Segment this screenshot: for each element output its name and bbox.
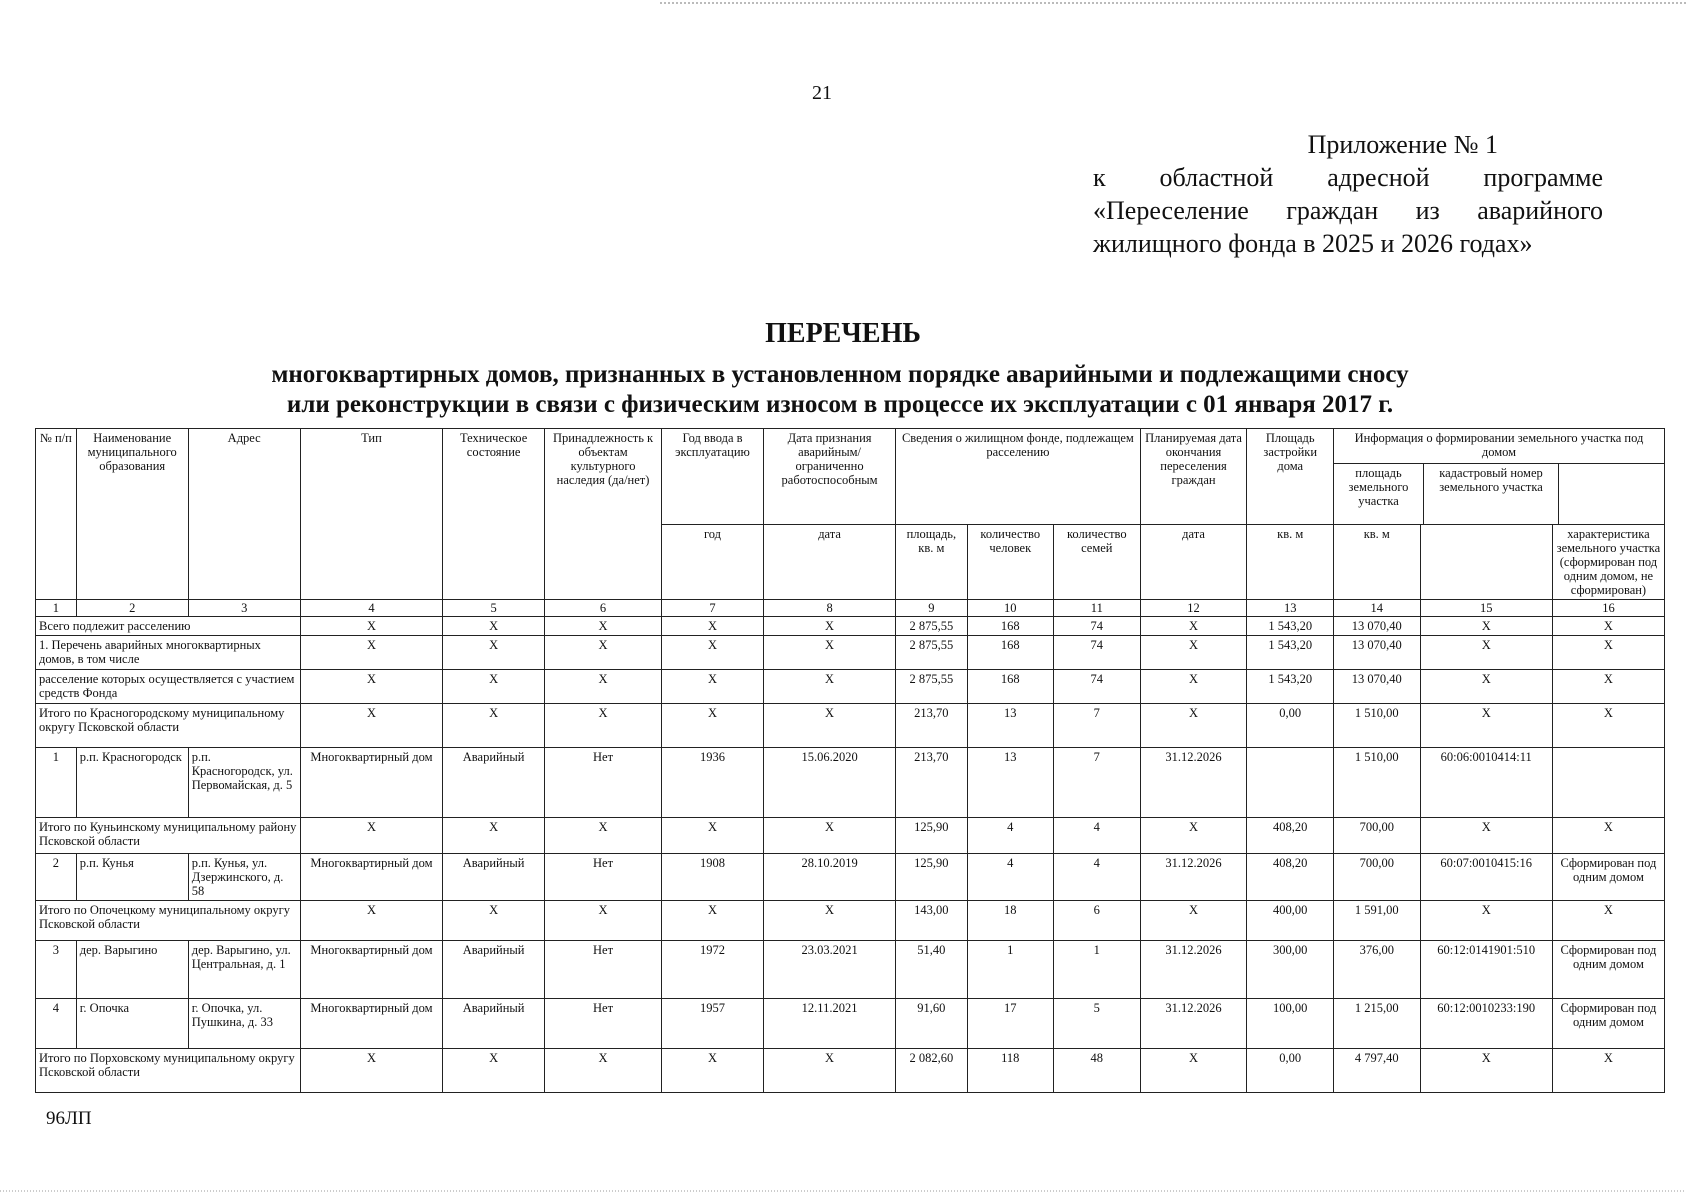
- table-row: [36, 901, 1665, 941]
- cell-col-9: 2 875,55: [896, 617, 967, 636]
- cell-col-16: Х: [1552, 670, 1664, 704]
- cell-col-12: Х: [1140, 818, 1247, 854]
- cell-col-14: 1 215,00: [1334, 999, 1421, 1049]
- table-row: [36, 818, 1665, 854]
- cell-col-5: Х: [443, 818, 545, 854]
- cell-col-3: дер. Варыгино, ул. Центральная, д. 1: [188, 941, 300, 999]
- cell-col-8: Х: [763, 617, 895, 636]
- header-land-info-group: [1334, 429, 1665, 525]
- cell-col-16: Х: [1552, 636, 1664, 670]
- cell-col-13: 408,20: [1247, 818, 1334, 854]
- unit-land-sqm: кв. м: [1334, 525, 1421, 600]
- cell-col-1: 1: [36, 748, 77, 818]
- column-number-row: [36, 600, 1665, 617]
- cell-col-8: 28.10.2019: [763, 854, 895, 901]
- cell-col-8: Х: [763, 636, 895, 670]
- cell-col-10: 118: [967, 1049, 1054, 1093]
- cell-col-9: 51,40: [896, 941, 967, 999]
- cell-col-14: 376,00: [1334, 941, 1421, 999]
- cell-col-13: 408,20: [1247, 854, 1334, 901]
- table-row: [36, 617, 1665, 636]
- table-row: [36, 636, 1665, 670]
- unit-families: количество семей: [1054, 525, 1141, 600]
- cell-col-16: Сформирован под одним домом: [1552, 999, 1664, 1049]
- cell-col-8: Х: [763, 901, 895, 941]
- cell-col-14: 700,00: [1334, 854, 1421, 901]
- cell-col-5: Х: [443, 901, 545, 941]
- cell-col-10: 168: [967, 636, 1054, 670]
- cell-col-5: Х: [443, 704, 545, 748]
- cell-col-8: Х: [763, 1049, 895, 1093]
- cell-col-14: 4 797,40: [1334, 1049, 1421, 1093]
- column-number: 5: [443, 600, 545, 617]
- cell-col-7: Х: [662, 617, 764, 636]
- header-planned-end: Планируемая дата окончания переселения граждан: [1140, 429, 1247, 525]
- cell-col-14: 1 510,00: [1334, 704, 1421, 748]
- summary-label: Итого по Опочецкому муниципальному округу Псковской области: [36, 901, 301, 941]
- cell-col-8: Х: [763, 670, 895, 704]
- cell-col-8: 12.11.2021: [763, 999, 895, 1049]
- cell-col-12: Х: [1140, 670, 1247, 704]
- cell-col-6: Нет: [545, 748, 662, 818]
- cell-col-10: 4: [967, 818, 1054, 854]
- cell-col-16: Х: [1552, 901, 1664, 941]
- cell-col-15: Х: [1420, 636, 1552, 670]
- header-housing-fund: Сведения о жилищном фонде, подлежащем расселению: [896, 429, 1140, 525]
- cell-col-13: 0,00: [1247, 704, 1334, 748]
- summary-label: Всего подлежит расселению: [36, 617, 301, 636]
- cell-col-4: Х: [300, 901, 443, 941]
- cell-col-6: Х: [545, 704, 662, 748]
- cell-col-4: Многоквартирный дом: [300, 941, 443, 999]
- cell-col-13: 100,00: [1247, 999, 1334, 1049]
- cell-col-11: 48: [1054, 1049, 1141, 1093]
- header-built-area: Площадь застройки дома: [1247, 429, 1334, 525]
- cell-col-1: 4: [36, 999, 77, 1049]
- table-row: [36, 748, 1665, 818]
- cell-col-15: Х: [1420, 818, 1552, 854]
- header-year-built: Год ввода в эксплуатацию: [662, 429, 764, 525]
- cell-col-9: 2 875,55: [896, 670, 967, 704]
- cell-col-5: Аварийный: [443, 999, 545, 1049]
- cell-col-7: 1936: [662, 748, 764, 818]
- cell-col-11: 7: [1054, 748, 1141, 818]
- cell-col-9: 213,70: [896, 748, 967, 818]
- cell-col-10: 168: [967, 670, 1054, 704]
- cell-col-6: Нет: [545, 854, 662, 901]
- cell-col-4: Х: [300, 1049, 443, 1093]
- cell-col-11: 74: [1054, 617, 1141, 636]
- cell-col-7: Х: [662, 818, 764, 854]
- cell-col-11: 7: [1054, 704, 1141, 748]
- cell-col-4: Х: [300, 670, 443, 704]
- cell-col-15: 60:07:0010415:16: [1420, 854, 1552, 901]
- cell-col-10: 168: [967, 617, 1054, 636]
- cell-col-6: Х: [545, 901, 662, 941]
- header-address: Адрес: [188, 429, 300, 600]
- table-row: [36, 854, 1665, 901]
- scan-edge-bottom: [0, 1190, 1686, 1192]
- cell-col-4: Х: [300, 636, 443, 670]
- cell-col-13: 1 543,20: [1247, 670, 1334, 704]
- cell-col-15: 60:12:0141901:510: [1420, 941, 1552, 999]
- unit-year: год: [662, 525, 764, 600]
- subtitle-line-1: многоквартирных домов, признанных в установленном порядке аварийными и подлежащими сносу: [271, 361, 1409, 388]
- cell-col-15: Х: [1420, 617, 1552, 636]
- cell-col-16: Сформирован под одним домом: [1552, 854, 1664, 901]
- cell-col-3: р.п. Красногородск, ул. Первомайская, д. 5: [188, 748, 300, 818]
- cell-col-16: Х: [1552, 617, 1664, 636]
- document-code: 96ЛП: [46, 1108, 92, 1129]
- cell-col-14: 13 070,40: [1334, 617, 1421, 636]
- table-row: [36, 1049, 1665, 1093]
- column-number: 8: [763, 600, 895, 617]
- cell-col-15: 60:06:0010414:11: [1420, 748, 1552, 818]
- cell-col-6: Нет: [545, 941, 662, 999]
- cell-col-9: 91,60: [896, 999, 967, 1049]
- cell-col-12: Х: [1140, 1049, 1247, 1093]
- document-subtitle: [130, 360, 1550, 420]
- cell-col-10: 13: [967, 704, 1054, 748]
- cell-col-5: Х: [443, 670, 545, 704]
- column-number: 3: [188, 600, 300, 617]
- cell-col-15: Х: [1420, 1049, 1552, 1093]
- header-tech-state: Техническое состояние: [443, 429, 545, 600]
- cell-col-9: 125,90: [896, 818, 967, 854]
- table-row: [36, 670, 1665, 704]
- cell-col-6: Х: [545, 617, 662, 636]
- summary-label: Итого по Красногородскому муниципальному округу Псковской области: [36, 704, 301, 748]
- cell-col-8: Х: [763, 704, 895, 748]
- cell-col-7: Х: [662, 901, 764, 941]
- cell-col-6: Х: [545, 670, 662, 704]
- column-number: 7: [662, 600, 764, 617]
- cell-col-4: Х: [300, 617, 443, 636]
- cell-col-10: 18: [967, 901, 1054, 941]
- appendix-line-2: «Переселение граждан из аварийного: [1093, 196, 1603, 225]
- cell-col-13: 1 543,20: [1247, 636, 1334, 670]
- cell-col-5: Х: [443, 617, 545, 636]
- cell-col-15: Х: [1420, 901, 1552, 941]
- cell-col-4: Многоквартирный дом: [300, 748, 443, 818]
- column-number: 2: [76, 600, 188, 617]
- cell-col-11: 1: [1054, 941, 1141, 999]
- cell-col-2: г. Опочка: [76, 999, 188, 1049]
- cell-col-4: Многоквартирный дом: [300, 854, 443, 901]
- cell-col-16: [1552, 748, 1664, 818]
- column-number: 15: [1420, 600, 1552, 617]
- cell-col-5: Аварийный: [443, 941, 545, 999]
- cell-col-5: Х: [443, 636, 545, 670]
- cell-col-16: Х: [1552, 704, 1664, 748]
- cell-col-3: г. Опочка, ул. Пушкина, д. 33: [188, 999, 300, 1049]
- column-number: 11: [1054, 600, 1141, 617]
- cell-col-9: 2 875,55: [896, 636, 967, 670]
- header-num: № п/п: [36, 429, 77, 600]
- cell-col-16: Сформирован под одним домом: [1552, 941, 1664, 999]
- column-number: 10: [967, 600, 1054, 617]
- cell-col-4: Х: [300, 704, 443, 748]
- cell-col-16: Х: [1552, 818, 1664, 854]
- header-land-char: характеристика земельного участка (сформирован под одним домом, не сформирован): [1552, 525, 1664, 600]
- column-number: 16: [1552, 600, 1664, 617]
- unit-cadastral-empty: [1420, 525, 1552, 600]
- cell-col-14: 1 510,00: [1334, 748, 1421, 818]
- unit-people: количество человек: [967, 525, 1054, 600]
- cell-col-8: Х: [763, 818, 895, 854]
- cell-col-10: 4: [967, 854, 1054, 901]
- cell-col-12: 31.12.2026: [1140, 941, 1247, 999]
- cell-col-14: 13 070,40: [1334, 636, 1421, 670]
- header-land-subheaders: [1334, 464, 1664, 524]
- cell-col-16: Х: [1552, 1049, 1664, 1093]
- cell-col-5: Аварийный: [443, 854, 545, 901]
- cell-col-13: 0,00: [1247, 1049, 1334, 1093]
- housing-register-table: [35, 428, 1665, 1093]
- column-number: 12: [1140, 600, 1247, 617]
- cell-col-6: Х: [545, 636, 662, 670]
- table-row: [36, 999, 1665, 1049]
- cell-col-7: Х: [662, 1049, 764, 1093]
- cell-col-14: 13 070,40: [1334, 670, 1421, 704]
- cell-col-1: 3: [36, 941, 77, 999]
- header-land-char-top: [1559, 464, 1664, 524]
- summary-label: расселение которых осуществляется с участием средств Фонда: [36, 670, 301, 704]
- appendix-line-3: жилищного фонда в 2025 и 2026 годах»: [1093, 229, 1533, 258]
- cell-col-15: Х: [1420, 670, 1552, 704]
- cell-col-9: 143,00: [896, 901, 967, 941]
- cell-col-11: 4: [1054, 854, 1141, 901]
- cell-col-2: р.п. Красногородск: [76, 748, 188, 818]
- header-cadastral: кадастровый номер земельного участка: [1424, 464, 1559, 524]
- cell-col-9: 125,90: [896, 854, 967, 901]
- header-type: Тип: [300, 429, 443, 600]
- cell-col-11: 74: [1054, 636, 1141, 670]
- cell-col-6: Х: [545, 818, 662, 854]
- cell-col-7: Х: [662, 704, 764, 748]
- cell-col-6: Х: [545, 1049, 662, 1093]
- unit-built-sqm: кв. м: [1247, 525, 1334, 600]
- header-cultural: Принадлежность к объектам культурного наследия (да/нет): [545, 429, 662, 600]
- unit-area: площадь, кв. м: [896, 525, 967, 600]
- appendix-line-1: к областной адресной программе: [1093, 163, 1603, 192]
- cell-col-5: Х: [443, 1049, 545, 1093]
- summary-label: Итого по Куньинскому муниципальному району Псковской области: [36, 818, 301, 854]
- cell-col-7: 1972: [662, 941, 764, 999]
- cell-col-2: р.п. Кунья: [76, 854, 188, 901]
- column-number: 4: [300, 600, 443, 617]
- cell-col-13: 400,00: [1247, 901, 1334, 941]
- cell-col-10: 1: [967, 941, 1054, 999]
- document-title: ПЕРЕЧЕНЬ: [765, 318, 921, 349]
- cell-col-12: Х: [1140, 617, 1247, 636]
- cell-col-12: 31.12.2026: [1140, 748, 1247, 818]
- header-municipality: Наименование муниципального образования: [76, 429, 188, 600]
- cell-col-12: Х: [1140, 704, 1247, 748]
- cell-col-7: Х: [662, 670, 764, 704]
- cell-col-11: 4: [1054, 818, 1141, 854]
- cell-col-12: 31.12.2026: [1140, 854, 1247, 901]
- table-row: [36, 704, 1665, 748]
- cell-col-9: 213,70: [896, 704, 967, 748]
- cell-col-7: Х: [662, 636, 764, 670]
- cell-col-12: 31.12.2026: [1140, 999, 1247, 1049]
- cell-col-10: 17: [967, 999, 1054, 1049]
- table-body: [36, 600, 1665, 1093]
- header-land-area: площадь земельного участка: [1334, 464, 1424, 524]
- header-recognition-date: Дата признания аварийным/ ограниченно работоспособным: [763, 429, 895, 525]
- cell-col-11: 74: [1054, 670, 1141, 704]
- appendix-block: [1093, 128, 1603, 260]
- unit-date: дата: [763, 525, 895, 600]
- cell-col-15: Х: [1420, 704, 1552, 748]
- cell-col-12: Х: [1140, 636, 1247, 670]
- subtitle-line-2: или реконструкции в связи с физическим износом в процессе их эксплуатации с 01 января 2017 г.: [286, 391, 1394, 418]
- cell-col-8: 15.06.2020: [763, 748, 895, 818]
- cell-col-1: 2: [36, 854, 77, 901]
- column-number: 1: [36, 600, 77, 617]
- cell-col-14: 1 591,00: [1334, 901, 1421, 941]
- cell-col-10: 13: [967, 748, 1054, 818]
- cell-col-13: 1 543,20: [1247, 617, 1334, 636]
- cell-col-2: дер. Варыгино: [76, 941, 188, 999]
- cell-col-4: Х: [300, 818, 443, 854]
- cell-col-13: [1247, 748, 1334, 818]
- summary-label: 1. Перечень аварийных многоквартирных домов, в том числе: [36, 636, 301, 670]
- summary-label: Итого по Порховскому муниципальному округу Псковской области: [36, 1049, 301, 1093]
- cell-col-9: 2 082,60: [896, 1049, 967, 1093]
- unit-date-planned: дата: [1140, 525, 1247, 600]
- column-number: 13: [1247, 600, 1334, 617]
- cell-col-12: Х: [1140, 901, 1247, 941]
- cell-col-4: Многоквартирный дом: [300, 999, 443, 1049]
- header-land-info: Информация о формировании земельного участка под домом: [1334, 429, 1664, 464]
- cell-col-7: 1957: [662, 999, 764, 1049]
- cell-col-11: 6: [1054, 901, 1141, 941]
- cell-col-11: 5: [1054, 999, 1141, 1049]
- column-number: 9: [896, 600, 967, 617]
- cell-col-5: Аварийный: [443, 748, 545, 818]
- cell-col-8: 23.03.2021: [763, 941, 895, 999]
- cell-col-7: 1908: [662, 854, 764, 901]
- scan-edge-top: [660, 2, 1686, 4]
- column-number: 14: [1334, 600, 1421, 617]
- page-number: 21: [812, 82, 832, 104]
- table-row: [36, 941, 1665, 999]
- column-number: 6: [545, 600, 662, 617]
- cell-col-15: 60:12:0010233:190: [1420, 999, 1552, 1049]
- appendix-title: Приложение № 1: [1307, 130, 1498, 159]
- cell-col-14: 700,00: [1334, 818, 1421, 854]
- cell-col-3: р.п. Кунья, ул. Дзержинского, д. 58: [188, 854, 300, 901]
- cell-col-6: Нет: [545, 999, 662, 1049]
- cell-col-13: 300,00: [1247, 941, 1334, 999]
